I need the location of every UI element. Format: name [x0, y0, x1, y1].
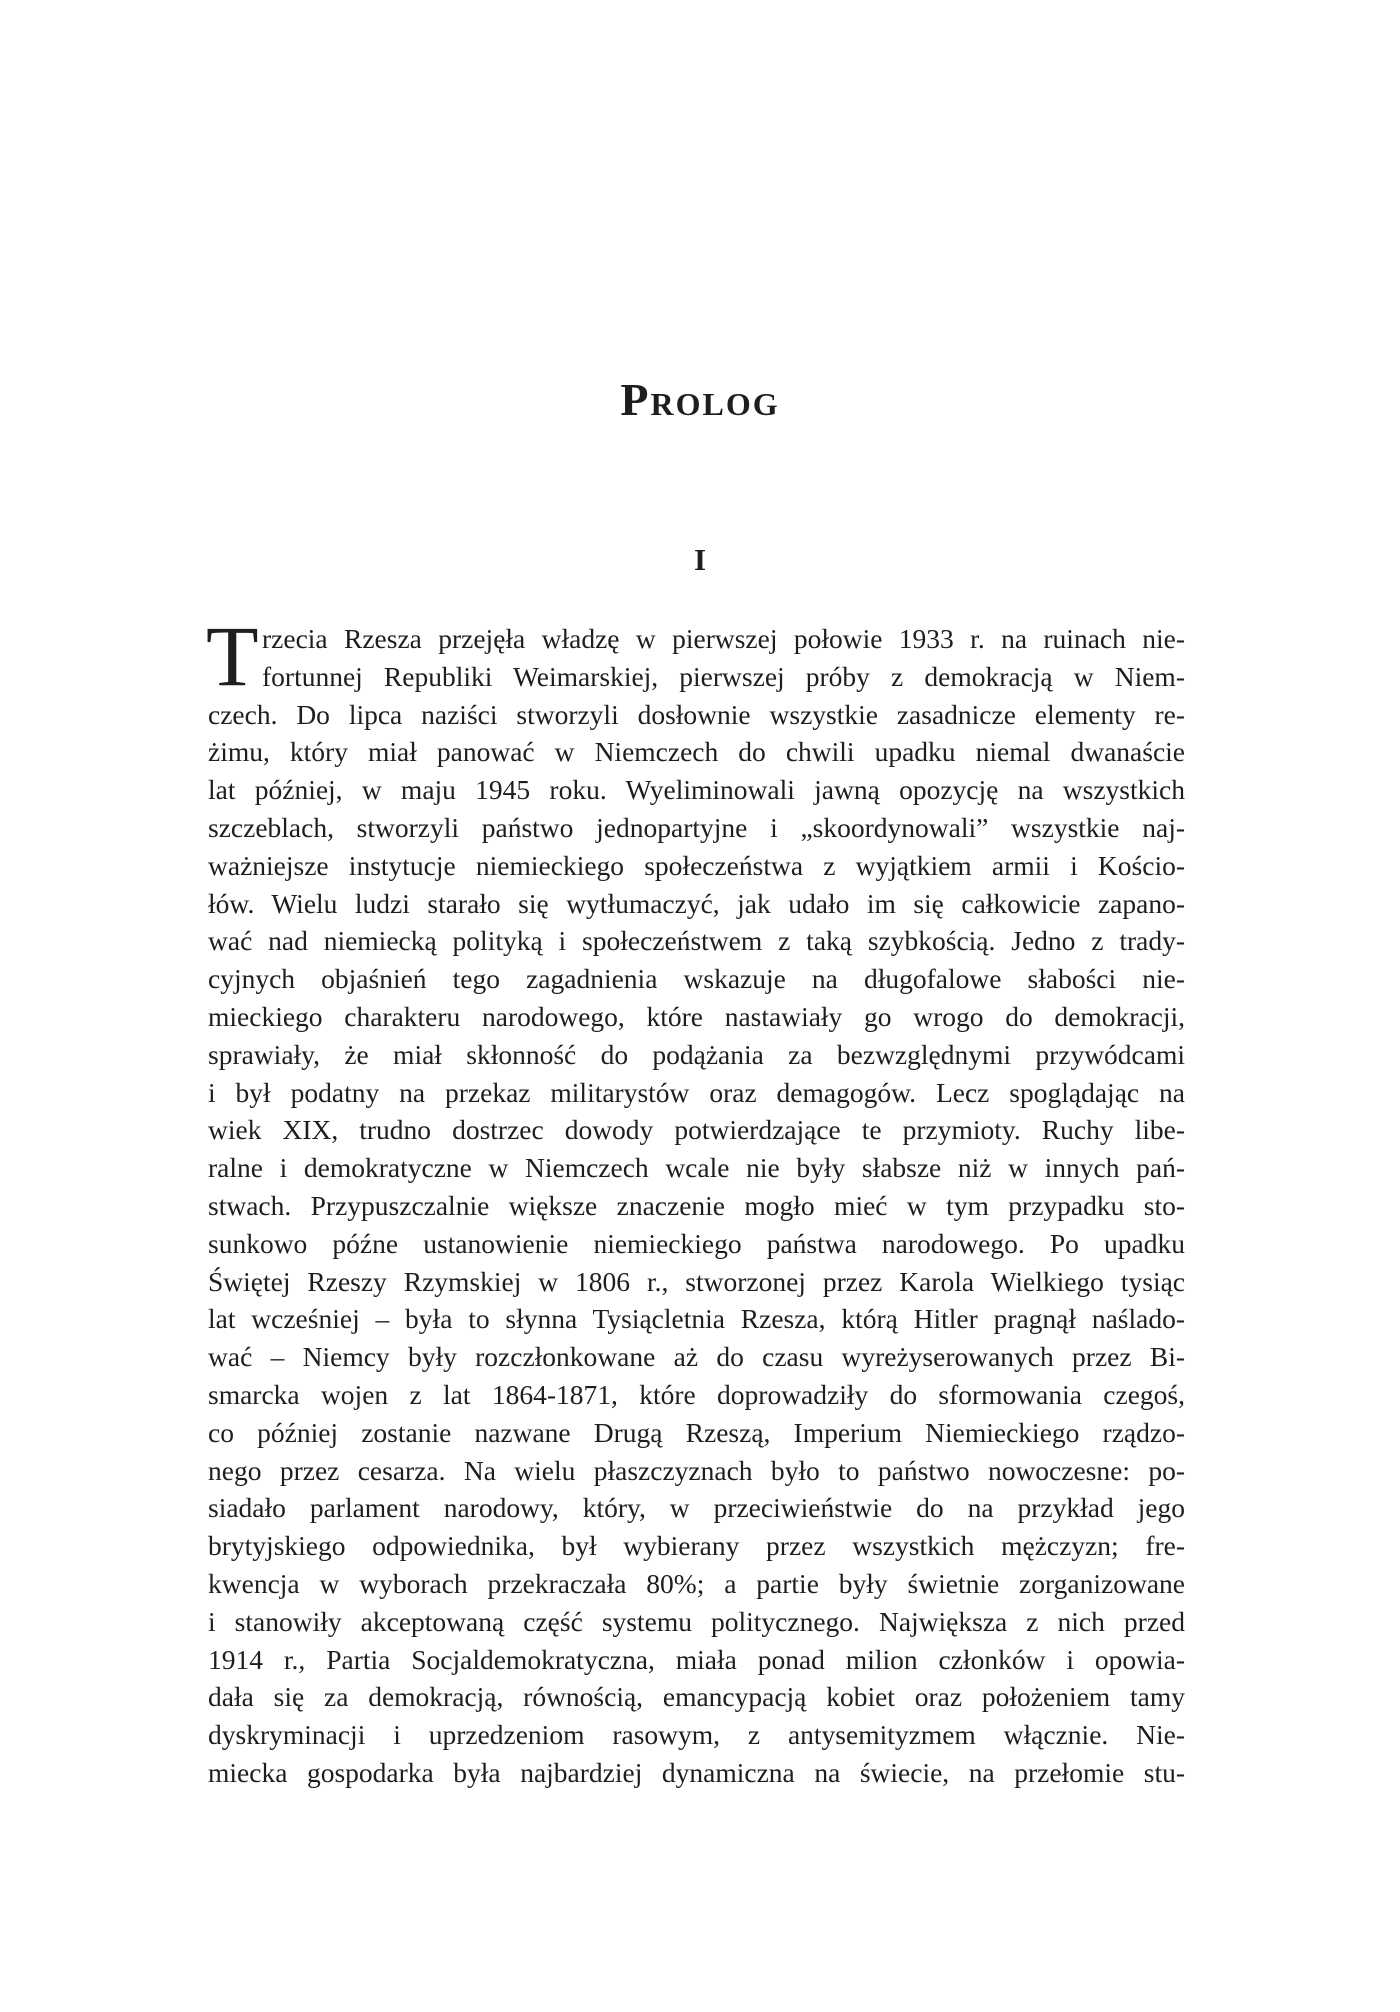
body-line: i stanowiły akceptowaną część systemu politycznego. Największa z nich przed [208, 1605, 1185, 1637]
section-number: I [693, 542, 707, 577]
body-line: mieckiego charakteru narodowego, które nastawiały go wrogo do demokracji, [208, 1000, 1185, 1032]
body-line: czech. Do lipca naziści stworzyli dosłownie wszystkie zasadnicze elementy re- [208, 698, 1185, 730]
body-line: ważniejsze instytucje niemieckiego społeczeństwa z wyjątkiem armii i Kościo- [208, 849, 1185, 881]
body-paragraph [206, 608, 1185, 1792]
body-line: szczeblach, stworzyli państwo jednopartyjne i „skoordynowali” wszystkie naj- [208, 811, 1185, 843]
body-line: rzecia Rzesza przejęła władzę w pierwszej połowie 1933 r. na ruinach nie- [262, 623, 1185, 654]
body-line: sprawiały, że miał skłonność do podążania za bezwzględnymi przywódcami [208, 1038, 1185, 1070]
body-line: nego przez cesarza. Na wielu płaszczyznach było to państwo nowoczesne: po- [208, 1454, 1185, 1486]
chapter-title: Prolog [620, 374, 780, 425]
body-line: wać – Niemcy były rozczłonkowane aż do czasu wyreżyserowanych przez Bi- [208, 1341, 1185, 1373]
body-line: smarcka wojen z lat 1864-1871, które doprowadziły do sformowania czegoś, [208, 1378, 1185, 1410]
body-line: ralne i demokratyczne w Niemczech wcale nie były słabsze niż w innych pań- [208, 1152, 1185, 1184]
body-line: 1914 r., Partia Socjaldemokratyczna, miała ponad milion członków i opowia- [208, 1643, 1185, 1675]
body-line: i był podatny na przekaz militarystów oraz demagogów. Lecz spoglądając na [208, 1076, 1185, 1108]
body-line: co później zostanie nazwane Drugą Rzeszą, Imperium Niemieckiego rządzo- [208, 1416, 1185, 1448]
body-line: lat wcześniej – była to słynna Tysiącletnia Rzesza, którą Hitler pragnął naślado- [208, 1303, 1185, 1335]
body-line: Świętej Rzeszy Rzymskiej w 1806 r., stworzonej przez Karola Wielkiego tysiąc [208, 1265, 1185, 1297]
body-line: dała się za demokracją, równością, emancypacją kobiet oraz położeniem tamy [208, 1681, 1185, 1713]
body-line: kwencja w wyborach przekraczała 80%; a partie były świetnie zorganizowane [208, 1567, 1185, 1599]
body-line: łów. Wielu ludzi starało się wytłumaczyć, jak udało im się całkowicie zapano- [208, 887, 1185, 919]
body-line: fortunnej Republiki Weimarskiej, pierwszej próby z demokracją w Niem- [262, 660, 1185, 692]
drop-cap-letter: T [206, 608, 259, 704]
body-line: cyjnych objaśnień tego zagadnienia wskazuje na długofalowe słabości nie- [208, 963, 1185, 995]
body-line: sunkowo późne ustanowienie niemieckiego państwa narodowego. Po upadku [208, 1227, 1185, 1259]
body-line: wiek XIX, trudno dostrzec dowody potwierdzające te przymioty. Ruchy libe- [208, 1114, 1185, 1146]
body-line: siadało parlament narodowy, który, w przeciwieństwie do na przykład jego [208, 1492, 1185, 1524]
body-line: stwach. Przypuszczalnie większe znaczenie mogło mieć w tym przypadku sto- [208, 1189, 1185, 1221]
body-line: lat później, w maju 1945 roku. Wyeliminowali jawną opozycję na wszystkich [208, 774, 1185, 806]
body-line: wać nad niemiecką polityką i społeczeństwem z taką szybkością. Jedno z trady- [208, 925, 1185, 957]
body-line: brytyjskiego odpowiednika, był wybierany przez wszystkich mężczyzn; fre- [208, 1530, 1185, 1562]
body-line: miecka gospodarka była najbardziej dynamiczna na świecie, na przełomie stu- [208, 1756, 1185, 1788]
body-line: dyskryminacji i uprzedzeniom rasowym, z antysemityzmem włącznie. Nie- [208, 1719, 1185, 1751]
body-line: żimu, który miał panować w Niemczech do chwili upadku niemal dwanaście [208, 736, 1185, 768]
